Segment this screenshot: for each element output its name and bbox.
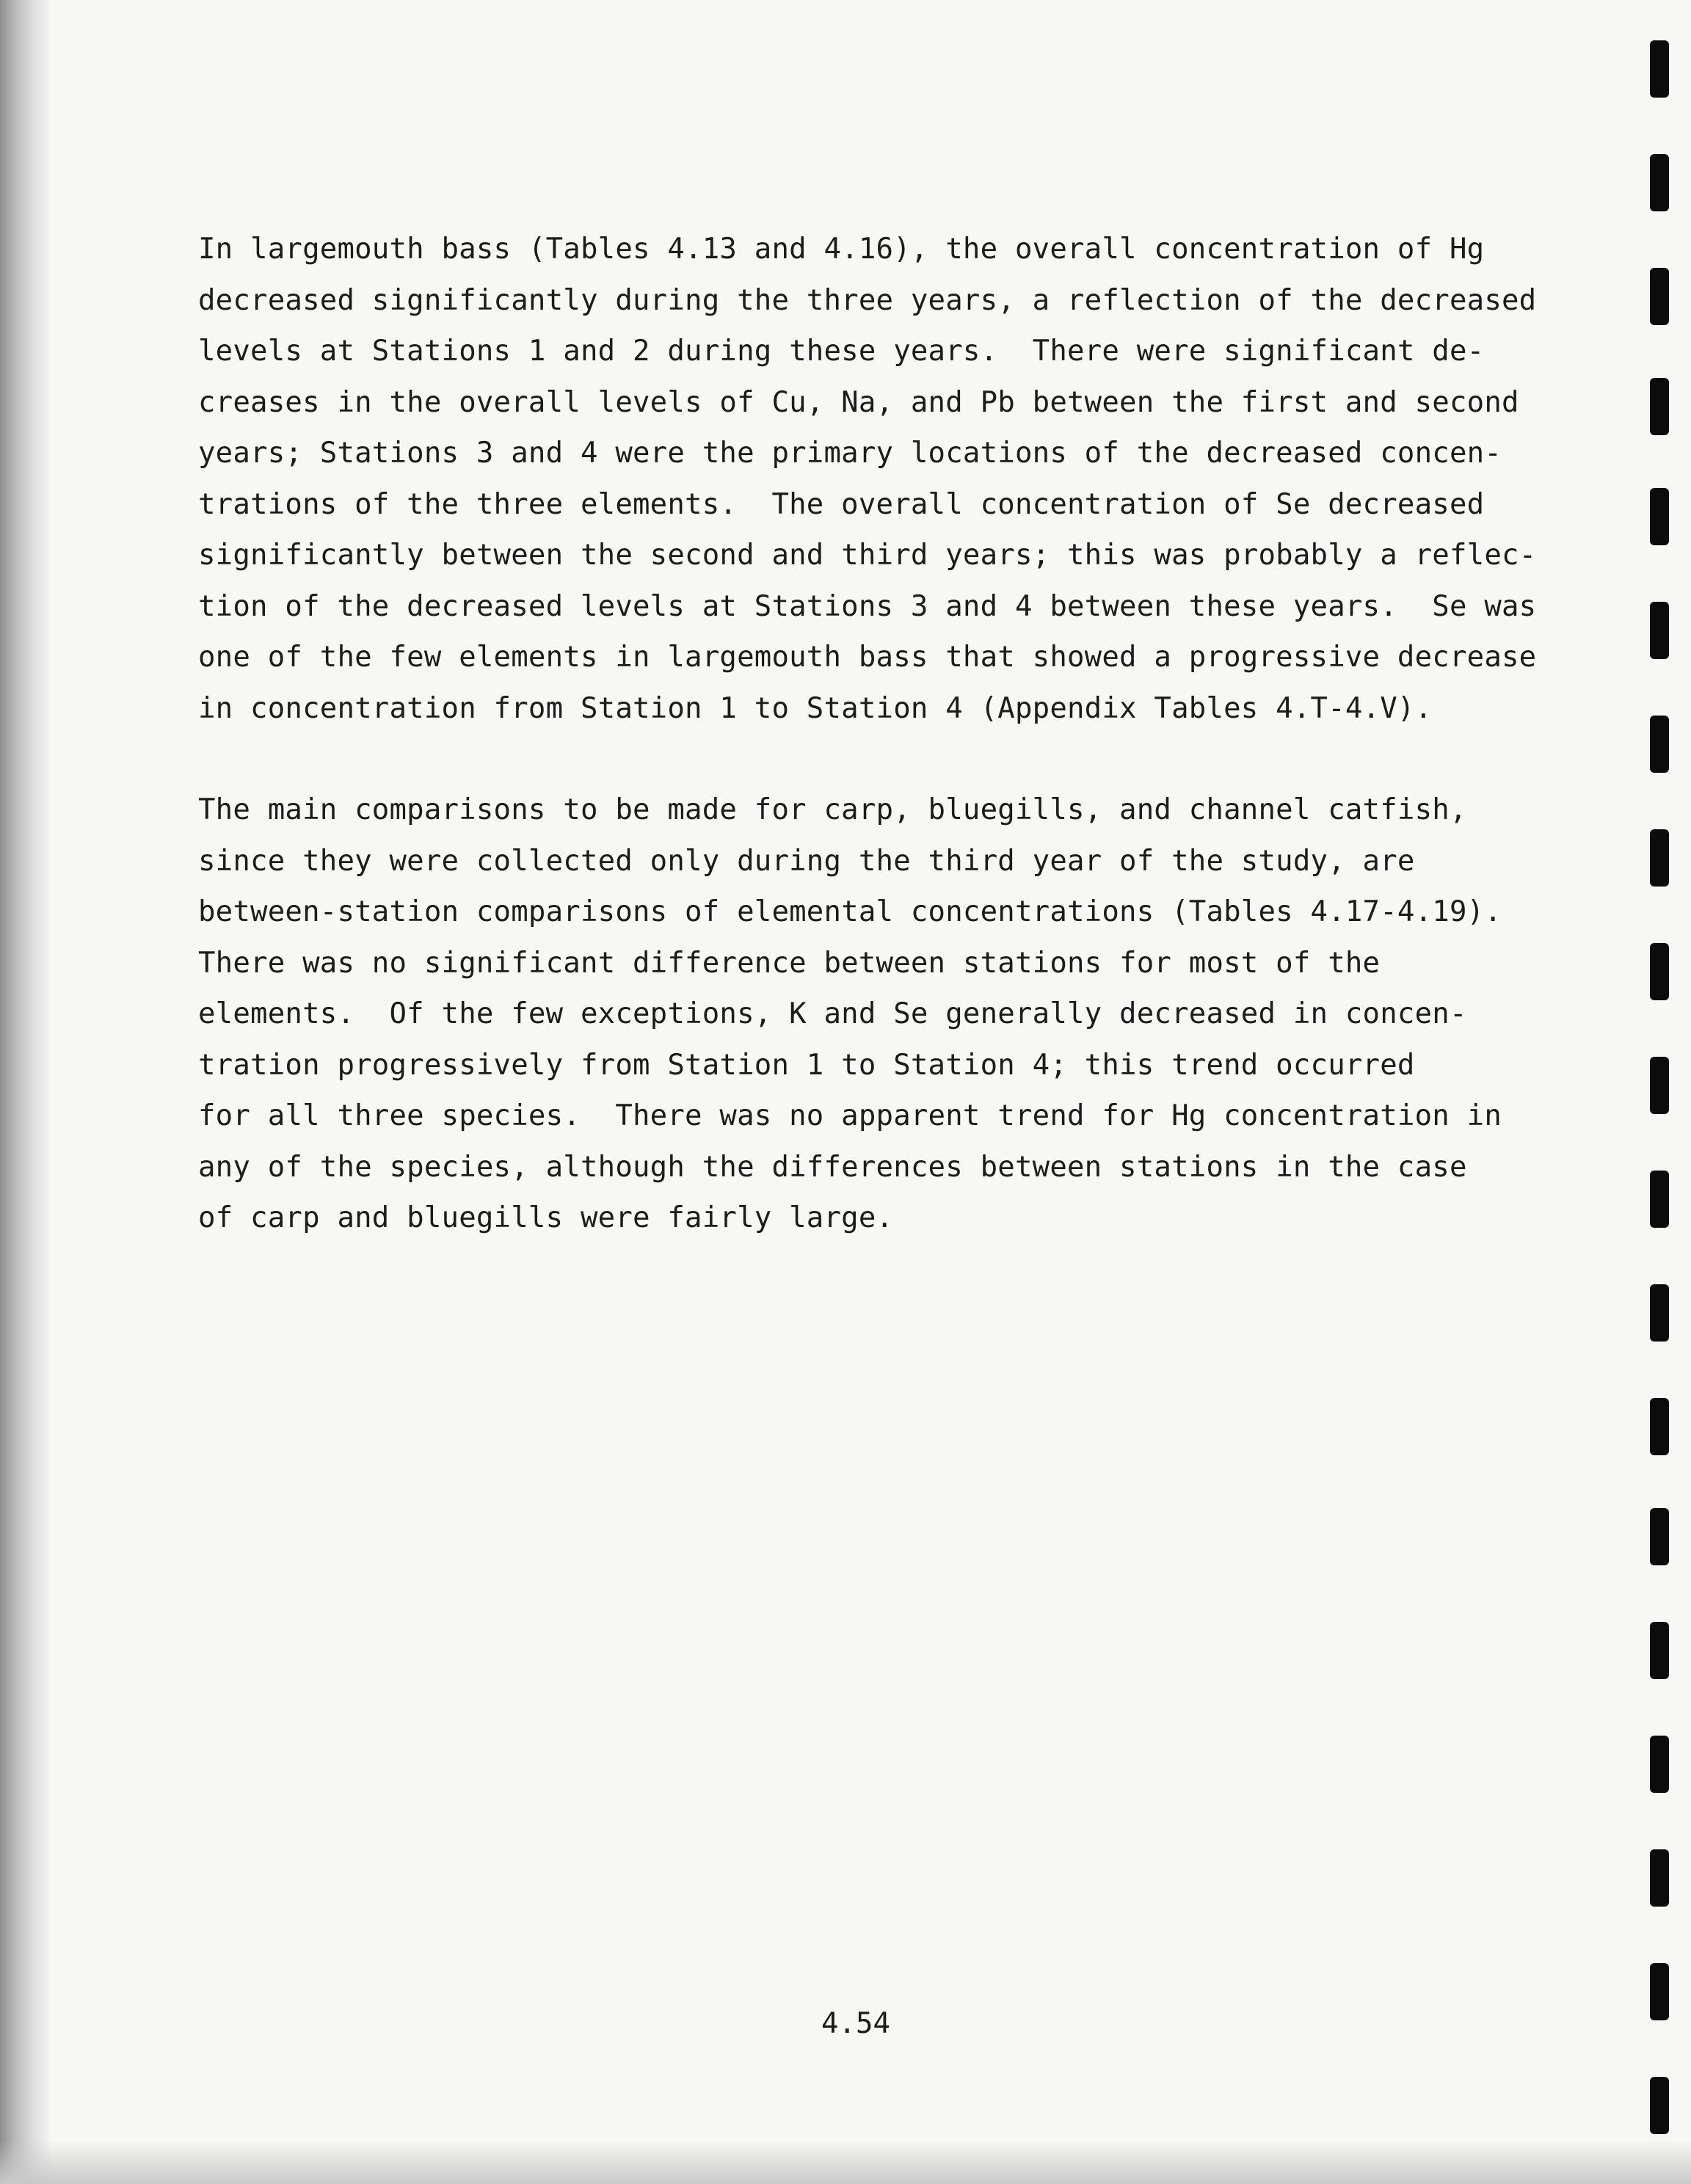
binding-hole-mark — [1650, 1622, 1669, 1679]
text-line: since they were collected only during the third year of the study, are — [198, 844, 1415, 878]
binding-hole-mark — [1650, 40, 1669, 98]
text-line: The main comparisons to be made for carp, bluegills, and channel catfish, — [198, 793, 1467, 826]
text-line: any of the species, although the differences between stations in the case — [198, 1150, 1467, 1184]
text-line: for all three species. There was no apparent trend for Hg concentration in — [198, 1099, 1502, 1132]
text-line: levels at Stations 1 and 2 during these years. There were significant de- — [198, 335, 1485, 368]
text-line: years; Stations 3 and 4 were the primary locations of the decreased concen- — [198, 437, 1502, 470]
paragraph-carp-bluegills-catfish — [198, 785, 1519, 1244]
binding-hole-mark — [1650, 716, 1669, 773]
paragraph-largemouth-bass — [198, 224, 1537, 734]
text-line: in concentration from Station 1 to Station 4 (Appendix Tables 4.T-4.V). — [198, 691, 1433, 725]
text-line: between-station comparisons of elemental concentrations (Tables 4.17-4.19). — [198, 895, 1502, 928]
text-line: significantly between the second and third years; this was probably a reflec- — [198, 539, 1537, 572]
binding-hole-mark — [1650, 2077, 1669, 2134]
text-line: There was no significant difference between stations for most of the — [198, 946, 1381, 980]
scan-left-edge-shadow — [0, 0, 51, 2184]
binding-hole-mark — [1650, 1171, 1669, 1228]
text-line: one of the few elements in largemouth bass that showed a progressive decrease — [198, 641, 1537, 674]
binding-hole-mark — [1650, 1736, 1669, 1793]
binding-hole-mark — [1650, 268, 1669, 325]
binding-hole-mark — [1650, 1963, 1669, 2020]
text-line: tration progressively from Station 1 to Station 4; this trend occurred — [198, 1048, 1415, 1082]
text-line: tion of the decreased levels at Stations 3 and 4 between these years. Se was — [198, 589, 1537, 623]
text-line: elements. Of the few exceptions, K and Se generally decreased in concen- — [198, 997, 1467, 1030]
page-number: 4.54 — [821, 2007, 890, 2040]
binding-hole-mark — [1650, 1849, 1669, 1907]
binding-hole-mark — [1650, 154, 1669, 211]
binding-hole-mark — [1650, 602, 1669, 659]
binding-holes — [1650, 0, 1672, 2184]
text-line: decreased significantly during the three years, a reflection of the decreased — [198, 283, 1537, 317]
binding-hole-mark — [1650, 1508, 1669, 1565]
binding-hole-mark — [1650, 1398, 1669, 1455]
scan-bottom-edge-shadow — [0, 2140, 1691, 2184]
binding-hole-mark — [1650, 943, 1669, 1000]
text-line: trations of the three elements. The overall concentration of Se decreased — [198, 487, 1485, 521]
binding-hole-mark — [1650, 378, 1669, 435]
text-line: creases in the overall levels of Cu, Na, and Pb between the first and second — [198, 385, 1519, 419]
text-line: In largemouth bass (Tables 4.13 and 4.16), the overall concentration of Hg — [198, 233, 1485, 266]
binding-hole-mark — [1650, 488, 1669, 545]
body-text — [198, 224, 1537, 1244]
binding-hole-mark — [1650, 1057, 1669, 1114]
paragraph-spacer — [198, 734, 1519, 785]
binding-hole-mark — [1650, 829, 1669, 887]
binding-hole-mark — [1650, 1284, 1669, 1342]
text-line: of carp and bluegills were fairly large. — [198, 1201, 894, 1234]
